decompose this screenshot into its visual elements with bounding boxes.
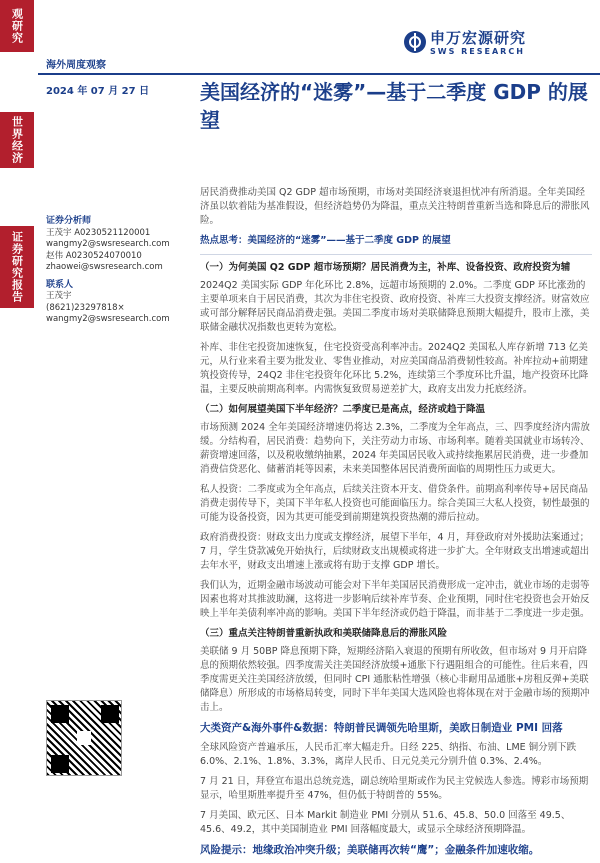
report-title: 美国经济的“迷雾”—基于二季度 GDP 的展望 (200, 80, 588, 132)
weekly-events-heading: 大类资产&海外事件&数据：特朗普民调领先哈里斯，美欧日制造业 PMI 回落 (200, 722, 563, 734)
body-paragraph: 市场预测 2024 全年美国经济增速仍将达 2.3%，二季度为全年高点，三、四季度经济内需放缓。分结构看，居民消费：趋势向下，关注劳动力市场、市场利率。随着美国就业市场转冷、薪资增速回落，以及税收缴纳抽累，2024 年美国居民收入或持续拖累居民消费，进一步叠加消费信贷恶化、储蓄消耗等因素，未来美国整体居民消费所面临的周期性压力或更大。 (200, 422, 590, 475)
body-paragraph: 2024Q2 美国实际 GDP 年化环比 2.8%，远超市场预期的 2.0%。二季度 GDP 环比涨劲的主要单项来自于居民消费，其次为非住宅投资、政府投资、补库三大投资支撑经济。财富效应或可部分解释居民商品消费走强。美国二季度市场对美联储降息预期大幅提升，股市上涨，美联储金融状况指数也更转为宽松。 (200, 280, 590, 333)
sidebar-tag-report-type (0, 226, 34, 308)
section-heading-3: （三）重点关注特朗普重新执政和美联储降息后的滞胀风险 (200, 628, 448, 639)
analyst-line: 王茂宇 A0230521120001 (46, 227, 151, 238)
body-paragraph: 政府消费投资：财政支出力度或支撑经济，展望下半年，4 月，拜登政府对外援助法案通过；7 月，学生贷款减免开始执行，后续财政支出规模或将进一步扩大。全年财政支出增速或超出去年水平，财政支出增速上涨或将有助于支撑 GDP 增长。 (200, 532, 590, 571)
body-paragraph: 全球风险资产普遍承压，人民币汇率大幅走升。日经 225、纳指、布油、LME 铜分别下跌 6.0%、2.1%、1.8%、3.3%，离岸人民币、日元兑美元分别升值 0.3%、2.4%。 (200, 742, 577, 767)
body-paragraph: 7 月美国、欧元区、日本 Markit 制造业 PMI 分别从 51.6、45.8、50.0 回落至 49.5、45.6、49.2，其中美国制造业 PMI 回落幅度最大，或显示全球经济预期降温。 (200, 810, 571, 835)
sidebar-tag-report-type-label: 证券研究报告 (10, 231, 24, 303)
body-paragraph: 私人投资：二季度或为全年高点，后续关注资本开支、借贷条件。前期高利率传导+居民商品消费走弱传导下，美国下半年私人投资也可能面临压力。综合美国三大私人投资，韧性最强的可能为设备投资，因为其更可能受到前期建筑投资热潮的滞后拉动。 (200, 484, 590, 523)
hot-topic-heading: 热点思考：美国经济的“迷雾”——基于二季度 GDP 的展望 (200, 235, 451, 246)
section-divider (200, 254, 592, 255)
sidebar-tag-world-economy-label: 世界经济 (10, 116, 24, 164)
analyst-heading: 证券分析师 (46, 216, 92, 226)
sidebar-tag-world-economy (0, 112, 34, 168)
header-divider (38, 73, 600, 75)
report-date: 2024 年 07 月 27 日 (46, 86, 150, 97)
sidebar-tag-macro-label: 观研究 (10, 8, 24, 44)
sidebar-tag-macro (0, 0, 34, 52)
body-paragraph: 美联储 9 月 50BP 降息预期下降，短期经济陷入衰退的预期有所收敛，但市场对 9 月开启降息的预期依然较强。四季度需关注美国经济放缓+通胀下行遇阻组合的可能性。往后来看，四季度需更关注美国经济放缓，但同时 CPI 通胀粘性增强（核心非耐用品通胀+房租反弹+美联储降息）所形成的市场格局转变，同时下半年美国大选风险也将体现在对于金融市场的预期冲击上。 (200, 646, 590, 713)
logo-chinese-name: 申万宏源研究 (430, 29, 527, 47)
section-heading-2: （二）如何展望美国下半年经济？二季度已是高点，经济或趋于降温 (200, 404, 486, 415)
contact-heading: 联系人 (46, 279, 74, 290)
report-body (200, 186, 592, 863)
contact-line: wangmy2@swsresearch.com (46, 314, 170, 324)
qr-code-center (77, 731, 91, 745)
analyst-line: 赵伟 A0230524070010 (46, 250, 142, 261)
body-paragraph: 我们认为，近期金融市场波动可能会对下半年美国居民消费形成一定冲击，就业市场的走弱等因素也将对其推波助澜，这将进一步影响后续补库节奏、企业预期，同时住宅投资也会开始反映上半年美债利率冲高的影响。美国下半年经济或仍趋于降温，而非基于二季度进一步走强。 (200, 580, 590, 619)
risk-warning: 风险提示：地缘政治冲突升级；美联储再次转“鹰”；金融条件加速收缩。 (200, 844, 540, 856)
body-paragraph: 补库、非住宅投资加速恢复，住宅投资受高利率冲击。2024Q2 美国私人库存新增 713 亿美元，从行业来看主要为批发业、零售业推动，对应美国商品消费韧性较高。补库拉动+前期建筑投资传导，24Q2 非住宅投资年化环比 5.2%，连续第三个季度环比升温，地产投资环比降温，主要反映前期高利率。内需恢复致贸易逆差扩大，政府支出发力托底经济。 (200, 342, 589, 395)
contact-line: (8621)23297818× (46, 302, 125, 313)
analyst-line: wangmy2@swsresearch.com (46, 239, 170, 249)
section-heading-1: （一）为何美国 Q2 GDP 超市场预期？居民消费为主，补库、设备投资、政府投资为辅 (200, 262, 571, 273)
report-header-bar (38, 52, 600, 76)
qr-code (46, 700, 122, 776)
intro-paragraph: 居民消费推动美国 Q2 GDP 超市场预期，市场对美国经济衰退担忧冲有所消退。全年美国经济虽以软着陆为基准假设，但经济趋势仍为降温，重点关注特朗普重新当选和降息后的滞胀风险。 (200, 187, 590, 226)
left-sidebar-strip (0, 0, 34, 800)
body-paragraph: 7 月 21 日，拜登宣布退出总统竞选，副总统哈里斯或作为民主党候选人参选。博彩市场预期显示，哈里斯胜率提升至 47%，但仍低于特朗普的 55%。 (200, 776, 589, 801)
logo-english-name: SWS RESEARCH (430, 47, 525, 56)
logo-icon (404, 31, 426, 53)
analyst-panel (46, 210, 196, 326)
contact-line: 王茂宇 (46, 291, 72, 301)
report-series-label: 海外周度观察 (46, 60, 106, 71)
analyst-line: zhaowei@swsresearch.com (46, 262, 163, 272)
